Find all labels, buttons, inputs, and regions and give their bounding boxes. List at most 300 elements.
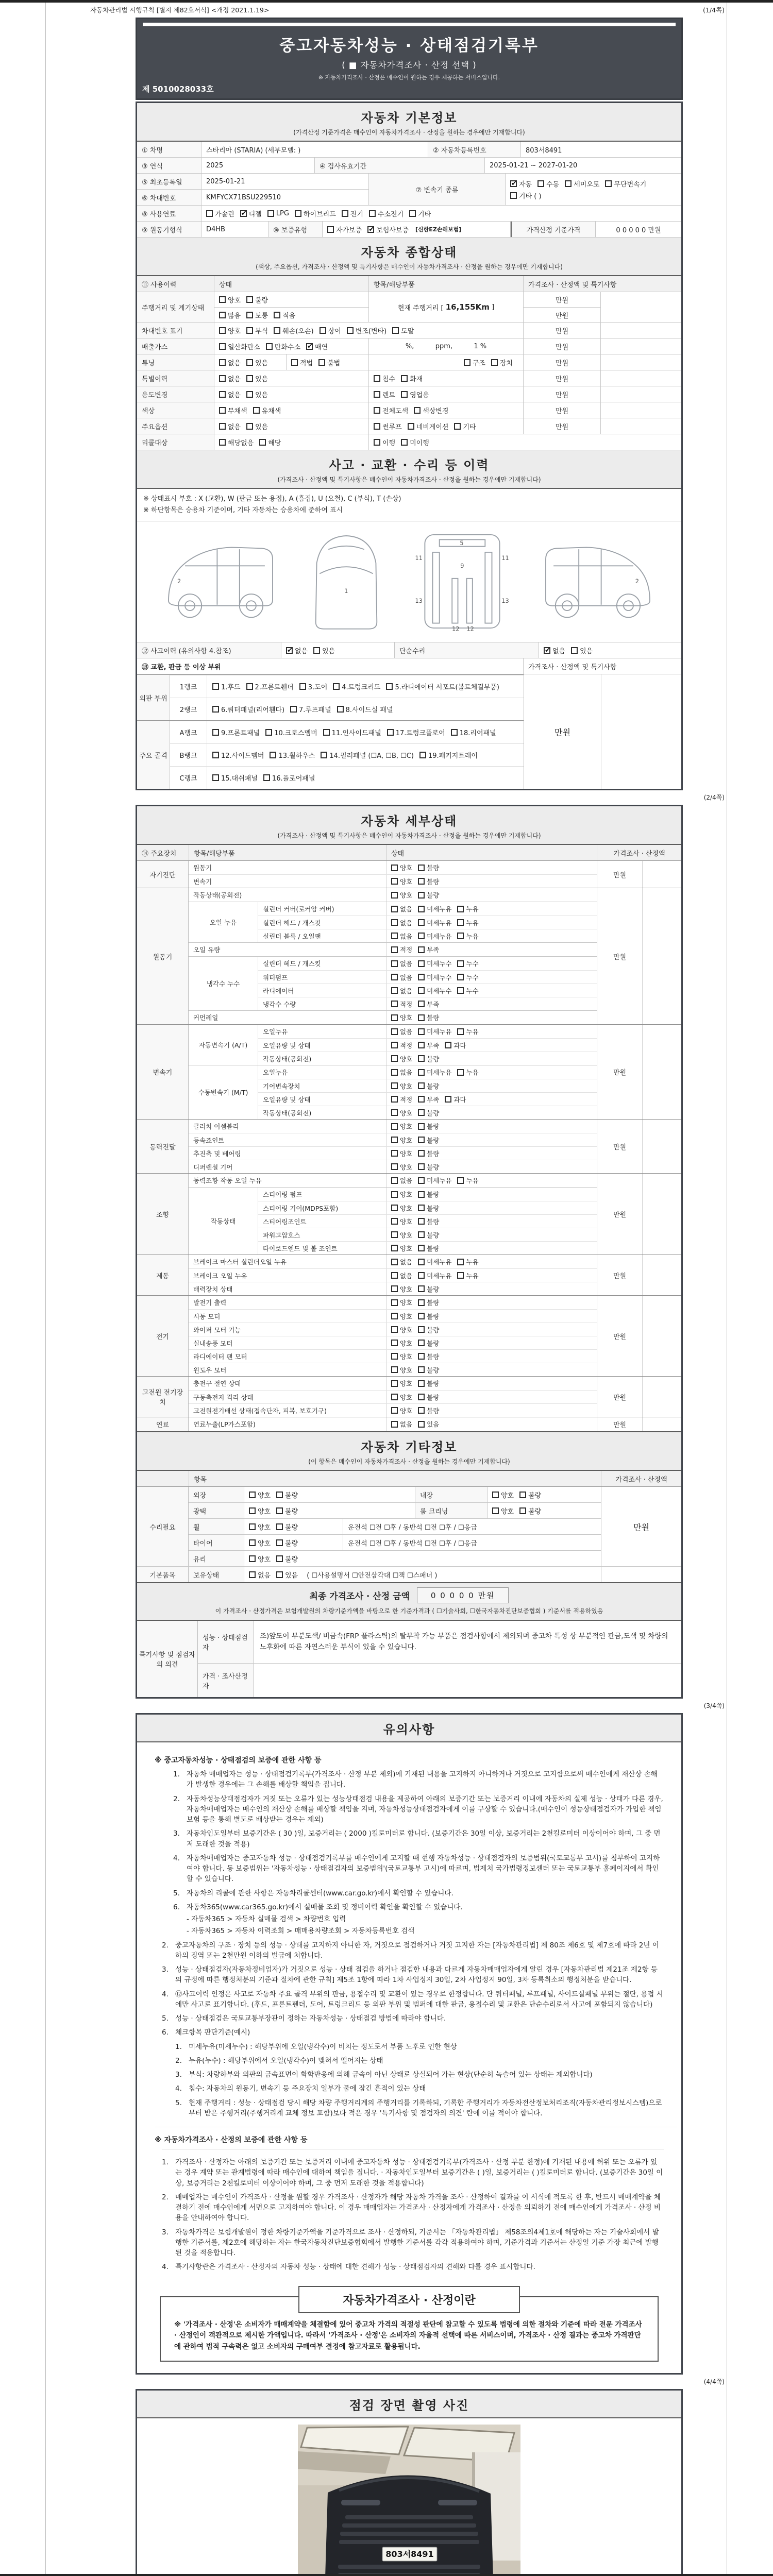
detail-row [258,1038,597,1052]
item-text: ⑫사고이력 인정은 사고로 자동차 주요 골격 부위의 판금, 용접수리 및 교환이 있는 경우로 한정합니다. 단 쿼터패널, 루프패널, 사이드실패널 부위는 절단, 용접 시에만 사고로 표기합니다. (후드, 프론트펜더, 도어, 트렁크리드 등 외판 부위 및 범퍼에 대한 판금, 용접수리 및 교환은 단순수리로서 사고에 포함되지 않습니다) [175,1990,663,2009]
checkbox-option[interactable] [401,437,429,447]
detail-subtitle: (가격조사 · 산정액 및 특기사항은 매수인이 자동차가격조사 · 산정을 원하는 경우에만 기재합니다) [277,832,541,840]
checkbox-option[interactable] [418,1176,451,1185]
checkbox-option[interactable] [391,1013,412,1022]
section-label: 외판 부위 [137,675,170,720]
checkbox-icon [333,683,340,690]
checkbox-label: 적정 [400,946,413,954]
checkbox-option[interactable] [246,421,268,431]
row-label: 배출가스 [137,338,214,354]
checkbox-label: 없음 [400,987,413,995]
checkbox-option[interactable] [418,1230,439,1240]
checkbox-option[interactable] [391,1108,412,1117]
transmission-options [510,179,677,200]
group-note-cell [642,888,681,1024]
checkbox-icon [418,1272,425,1279]
checkbox-option[interactable] [418,1013,439,1022]
notice-item [173,1902,664,1937]
checkbox-option[interactable] [391,1338,412,1348]
checkbox-icon [246,683,253,690]
checkbox-option[interactable] [212,750,264,760]
checkbox-icon [374,423,380,430]
checkbox-option[interactable] [246,389,268,399]
checkbox-option[interactable] [464,358,485,367]
note-cell [601,418,681,434]
checkbox-option[interactable] [391,1393,412,1402]
checkbox-option[interactable] [418,1352,439,1361]
checkbox-option[interactable] [419,750,478,760]
checkbox-icon [418,906,425,912]
checkbox-option[interactable] [391,1312,412,1321]
checkbox-option[interactable] [418,945,439,954]
checkbox-label: 양호 [400,1299,413,1307]
checkbox-option[interactable] [263,773,315,783]
checkbox-icon [418,1285,425,1292]
checkbox-icon [418,933,425,939]
checkbox-option[interactable] [391,1122,412,1131]
checkbox-option[interactable] [369,209,404,218]
checkbox-option[interactable] [219,389,241,399]
exchange-note-cell [601,674,681,789]
other-note-cell [601,1567,681,1582]
checkbox-option[interactable] [219,437,254,447]
mileage-state-options [219,295,274,304]
price-cell: 만원 [524,338,601,354]
state-options [391,1013,445,1022]
checkbox-option[interactable] [418,1406,439,1415]
checkbox-option[interactable] [391,1379,412,1388]
checkbox-option[interactable] [418,973,451,982]
checkbox-option[interactable] [565,179,599,189]
checkbox-icon [249,1539,256,1546]
detail-row [189,1336,597,1349]
car-name-value: 스타리아 (STARIA) (세부모델: ) [201,142,428,157]
checkbox-option[interactable] [418,986,451,995]
detail-row [189,1296,597,1309]
checkbox-option[interactable] [418,1379,439,1388]
checkbox-option[interactable] [276,1506,298,1516]
checkbox-icon [219,439,226,446]
diagram-number: 12 [452,625,460,633]
checkbox-option[interactable] [445,1041,466,1050]
checkbox-option[interactable] [274,326,313,335]
checkbox-option[interactable] [418,904,451,913]
detail-row [258,984,597,997]
checkbox-label: 미세누유 [427,919,452,927]
state-options [391,1379,445,1388]
checkbox-option[interactable] [266,342,300,351]
checkbox-option[interactable] [299,682,328,691]
basic-row-name [137,142,681,157]
notices-box [136,1713,683,2375]
checkbox-option[interactable] [418,1041,439,1050]
checkbox-label: 13.휠하우스 [278,752,315,760]
checkbox-option[interactable] [387,727,445,737]
checkbox-icon [246,391,253,398]
checkbox-icon [418,946,425,953]
checkbox-option[interactable] [418,1162,439,1172]
checkbox-option[interactable] [391,1067,412,1077]
checkbox-option[interactable] [418,999,439,1009]
checkbox-label: 7.루프패널 [299,706,331,715]
checkbox-option[interactable] [265,727,317,737]
checkbox-option[interactable] [418,1271,451,1280]
checkbox-label: 미세누수 [427,973,452,981]
checkbox-option[interactable] [219,310,241,320]
checkbox-label: 매연 [315,343,328,351]
checkbox-option[interactable] [276,1522,298,1532]
checkbox-option[interactable] [290,704,331,714]
notices-part2-list [162,1940,664,2119]
checkbox-option[interactable] [457,1257,478,1266]
checkbox-option[interactable] [492,1490,514,1500]
basic-row-fuel [137,205,681,221]
checkbox-option[interactable] [457,1027,478,1036]
comp-row-emission [137,338,681,354]
checkbox-option[interactable] [391,1027,412,1036]
checkbox-option[interactable] [342,209,363,218]
checkbox-icon [391,1069,398,1076]
checkbox-option[interactable] [386,682,499,691]
inspector-opinion-text: 조)앞도어 부분도색/ 비금속(FRP 플라스틱)의 탈부착 가능 부품은 점검사항에서 제외되며 중고차 특성 상 부분적인 판금,도색 및 차량의 노후화에 따른 자연스러운 부식이 있을 수 있습니다. [260,1632,668,1652]
checkbox-option[interactable] [391,1095,412,1104]
checkbox-label: 무단변속기 [614,180,647,189]
checkbox-icon [391,1055,398,1062]
item-label: 휠 [189,1519,244,1534]
checkbox-option[interactable] [391,1419,412,1429]
checkbox-option[interactable] [418,1027,451,1036]
checkbox-icon [418,1177,425,1184]
checkbox-option[interactable] [259,437,281,447]
checkbox-option[interactable] [276,1570,298,1580]
checkbox-option[interactable] [409,209,431,218]
checkbox-option[interactable] [391,1136,412,1145]
checkbox-option[interactable] [274,310,295,320]
checkbox-label: 불량 [427,1082,440,1090]
checkbox-option[interactable] [391,1406,412,1415]
checkbox-option[interactable] [391,1271,412,1280]
checkbox-option[interactable] [391,1365,412,1375]
checkbox-option[interactable] [418,1149,439,1158]
checkbox-option[interactable] [401,389,429,399]
item-label: 파워고압호스 [263,1231,300,1239]
checkbox-option[interactable] [418,1095,439,1104]
checkbox-option[interactable] [276,1490,298,1500]
checkbox-option[interactable] [212,773,258,783]
checkbox-option[interactable] [519,1506,541,1516]
checkbox-option[interactable] [418,1244,439,1253]
checkbox-option[interactable] [418,1122,439,1131]
checkbox-option[interactable] [457,1067,478,1077]
page-marker-3: (3/4쪽) [703,1702,725,1710]
checkbox-option[interactable] [391,945,412,954]
checkbox-option[interactable] [391,877,412,886]
checkbox-option[interactable] [457,1176,478,1185]
checkbox-option[interactable] [219,342,260,351]
checkbox-option[interactable] [313,646,335,655]
page2-box [136,805,683,1699]
checkbox-option[interactable] [418,890,439,900]
wheel-position-note: 운전석 ☐전 ☐후 / 동반석 ☐전 ☐후 / ☐응급 [348,1523,477,1532]
checkbox-option[interactable] [418,1204,439,1213]
checkbox-label: 있음 [255,423,268,431]
checkbox-option[interactable] [457,918,478,927]
checkbox-option[interactable] [323,727,381,737]
checkbox-option[interactable] [391,1325,412,1334]
checkbox-icon [391,1042,398,1048]
checkbox-option[interactable] [374,389,395,399]
checkbox-option[interactable] [571,646,593,655]
price-cell: 만원 [524,386,601,402]
checkbox-option[interactable] [391,1054,412,1063]
checkbox-option[interactable] [212,704,284,714]
checkbox-option[interactable] [270,750,315,760]
checkbox-option[interactable] [246,310,268,320]
checkbox-option[interactable] [605,179,646,189]
checkbox-option[interactable] [408,421,449,431]
item-number: 6. [173,1903,180,1911]
state-options [391,1217,445,1226]
checkbox-icon [457,1028,464,1035]
checkbox-option[interactable] [510,191,542,200]
state-options [391,931,484,941]
state-options [391,1081,445,1091]
checkbox-option[interactable] [391,1176,412,1185]
checkbox-icon [249,1571,256,1578]
checkbox-option[interactable] [219,295,241,304]
checkbox-option[interactable] [391,931,412,941]
checkbox-icon [414,407,421,414]
checkbox-option[interactable] [391,959,412,968]
checkbox-option[interactable] [457,931,478,941]
state-options [391,1312,445,1321]
checkbox-option[interactable] [418,1393,439,1402]
checkbox-label: 디젤 [248,210,262,218]
checkbox-option[interactable] [212,727,260,737]
detail-block [189,1120,597,1173]
checkbox-option[interactable] [306,342,328,351]
checkbox-option[interactable] [391,1081,412,1091]
checkbox-option[interactable] [391,863,412,872]
checkbox-option[interactable] [457,904,478,913]
checkbox-label: 미세누유 [427,1028,452,1036]
checkbox-option[interactable] [418,1217,439,1226]
checkbox-option[interactable] [374,374,395,383]
checkbox-option[interactable] [491,358,513,367]
checkbox-option[interactable] [367,225,409,234]
checkbox-icon [391,1231,398,1238]
subgroup-label: 자동변속기 (A/T) [189,1025,258,1065]
checkbox-option[interactable] [418,959,451,968]
checkbox-option[interactable] [391,904,412,913]
checkbox-option[interactable] [374,437,395,447]
checkbox-option[interactable] [519,1490,541,1500]
checkbox-option[interactable] [291,358,313,367]
notice-item [162,2192,664,2224]
checkbox-option[interactable] [249,1522,271,1532]
checkbox-option[interactable] [249,1554,271,1564]
checkbox-option[interactable] [212,682,241,691]
checkbox-label: 미세누유 [427,1272,452,1280]
checkbox-option[interactable] [537,179,559,189]
other-price-cell: 만원 [601,1487,681,1566]
checkbox-option[interactable] [320,326,341,335]
checkbox-option[interactable] [454,421,476,431]
checkbox-option[interactable] [418,863,439,872]
checkbox-option[interactable] [392,326,414,335]
checkbox-label: 양호 [400,1163,413,1171]
checkbox-label: 양호 [400,1366,413,1374]
checkbox-option[interactable] [391,1217,412,1226]
checkbox-option[interactable] [391,918,412,927]
item-number: 2. [173,1794,180,1803]
checkbox-icon [267,210,274,217]
checkbox-option[interactable] [391,1204,412,1213]
checkbox-option[interactable] [418,1284,439,1294]
checkbox-option[interactable] [219,326,241,335]
checkbox-option[interactable] [391,1041,412,1050]
checkbox-option[interactable] [418,1365,439,1375]
checkbox-option[interactable] [246,682,294,691]
checkbox-icon [391,1191,398,1198]
checkbox-option[interactable] [318,358,340,367]
checkbox-option[interactable] [246,374,268,383]
checkbox-option[interactable] [418,1054,439,1063]
checkbox-option[interactable] [418,1325,439,1334]
checkbox-option[interactable] [445,1095,466,1104]
item-label: 오일누유 [263,1069,288,1077]
item-label: 작동상태(공회전) [263,1109,312,1117]
checkbox-option[interactable] [246,326,268,335]
checkbox-option[interactable] [391,1298,412,1307]
checkbox-option[interactable] [295,209,336,218]
checkbox-option[interactable] [414,405,448,415]
page1-box [136,101,683,790]
checkbox-option[interactable] [391,890,412,900]
checkbox-icon [457,1177,464,1184]
price-cell: 만원 [555,297,569,304]
checkbox-option[interactable] [391,1257,412,1266]
col-header: 항목/해당부품 [369,276,524,292]
checkbox-option[interactable] [219,405,247,415]
checkbox-option[interactable] [327,225,362,234]
checkbox-option[interactable] [240,209,262,218]
checkbox-option[interactable] [391,1230,412,1240]
checkbox-option[interactable] [374,405,408,415]
detail-block [189,956,597,1010]
checkbox-option[interactable] [206,209,234,218]
checkbox-option[interactable] [418,1136,439,1145]
checkbox-option[interactable] [418,1190,439,1199]
item-label: 발전기 출력 [193,1299,227,1307]
checkbox-option[interactable] [418,1298,439,1307]
checkbox-option[interactable] [374,421,402,431]
checkbox-icon [391,946,398,953]
checkbox-option[interactable] [418,1419,439,1429]
checkbox-option[interactable] [219,358,241,367]
item-number: 3. [173,1829,180,1838]
rank-label: A랭크 [170,721,207,743]
checkbox-option[interactable] [246,358,268,367]
checkbox-label: 없음 [400,973,413,981]
checkbox-icon [276,1539,283,1546]
checkbox-option[interactable] [492,1506,514,1516]
checkbox-option[interactable] [249,1506,271,1516]
checkbox-option[interactable] [418,1081,439,1091]
checkbox-option[interactable] [418,1257,451,1266]
subgroup-label: 수동변속기 (M/T) [189,1065,258,1119]
checkbox-option[interactable] [391,999,412,1009]
inspection-photo-front [298,2425,520,2576]
checkbox-option[interactable] [337,704,393,714]
checkbox-option[interactable] [286,646,308,655]
checkbox-option[interactable] [510,179,532,189]
checkbox-option[interactable] [276,1538,298,1548]
checkbox-option[interactable] [418,918,451,927]
checkbox-option[interactable] [321,750,414,760]
checkbox-option[interactable] [457,1271,478,1280]
checkbox-option[interactable] [249,1490,271,1500]
checkbox-option[interactable] [249,1538,271,1548]
checkbox-icon [418,1109,425,1116]
checkbox-option[interactable] [267,210,289,217]
checkbox-option[interactable] [333,682,380,691]
checkbox-label: 불법 [327,359,341,367]
item-label: 윈도우 모터 [193,1366,227,1374]
checkbox-option[interactable] [457,959,478,968]
rank-label: 1랭크 [170,675,207,698]
checkbox-option[interactable] [418,1338,439,1348]
checkbox-option[interactable] [391,1149,412,1158]
checkbox-option[interactable] [418,877,439,886]
checkbox-label: 불량 [285,1539,298,1548]
checkbox-option[interactable] [246,295,268,304]
checkbox-option[interactable] [391,986,412,995]
checkbox-option[interactable] [451,727,496,737]
group-price-cell: 만원 [597,1377,642,1417]
checkbox-option[interactable] [253,405,281,415]
checkbox-icon [418,1069,425,1076]
checkbox-option[interactable] [219,374,241,383]
checkbox-option[interactable] [391,1244,412,1253]
diagram-number: 2 [635,578,639,585]
checkbox-option[interactable] [391,1284,412,1294]
checkbox-option[interactable] [457,973,478,982]
checkbox-option[interactable] [391,973,412,982]
checkbox-option[interactable] [401,374,423,383]
checkbox-option[interactable] [418,1312,439,1321]
checkbox-option[interactable] [418,931,451,941]
checkbox-option[interactable] [391,1190,412,1199]
item-text: 중고자동차의 구조 · 장치 등의 성능 · 상태를 고지하지 아니한 자, 거짓으로 점검하거나 거짓 고지한 자는 [자동차관리법] 제 80조 제6호 및 제7호에 따라 2년 이하의 징역 또는 2천만원 이하의 벌금에 처합니다. [175,1941,659,1960]
checkbox-option[interactable] [276,1554,298,1564]
checkbox-option[interactable] [457,986,478,995]
checkbox-option[interactable] [418,1108,439,1117]
checkbox-option[interactable] [219,421,241,431]
checkbox-icon [327,226,334,233]
checkbox-option[interactable] [544,646,565,655]
group-price-cell: 만원 [597,888,642,1024]
checkbox-option[interactable] [249,1570,271,1580]
checkbox-option[interactable] [418,1067,451,1077]
detail-row [189,1011,597,1024]
state-options [391,1284,445,1294]
checkbox-option[interactable] [347,326,386,335]
note-cell [601,354,681,370]
item-number: 2. [162,2193,169,2201]
checkbox-option[interactable] [391,1162,412,1172]
checkbox-option[interactable] [391,1352,412,1361]
